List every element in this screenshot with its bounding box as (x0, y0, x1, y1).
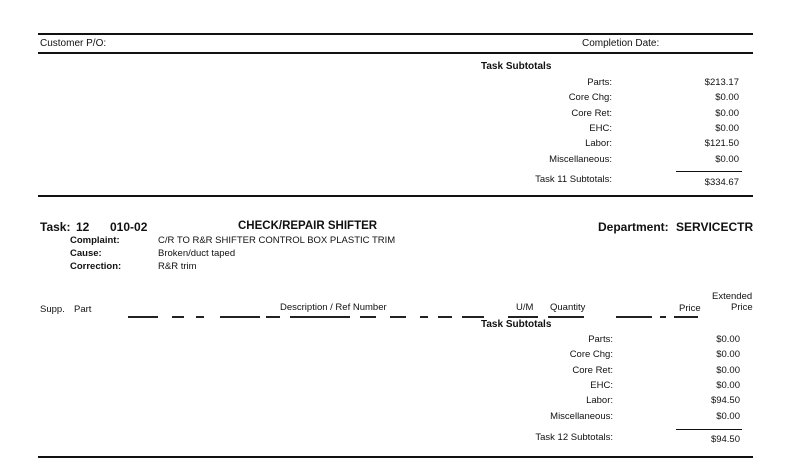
task12-coreret-label: Core Ret: (572, 365, 613, 376)
column-price: Price (679, 303, 701, 314)
task12-labor-label: Labor: (586, 395, 613, 406)
complaint-value: C/R TO R&R SHIFTER CONTROL BOX PLASTIC TRIM (158, 235, 396, 246)
task12-total-label: Task 12 Subtotals: (535, 432, 613, 443)
task11-total-label: Task 11 Subtotals: (535, 174, 612, 185)
task12-title: CHECK/REPAIR SHIFTER (238, 220, 378, 232)
cause-value: Broken/duct taped (158, 248, 236, 259)
department-value: SERVICECTR (676, 220, 754, 234)
column-um: U/M (516, 302, 534, 313)
column-extended-line2: Price (731, 302, 753, 313)
task12-labor-value: $94.50 (710, 395, 740, 406)
task12-task-label: Task: (40, 220, 71, 234)
task12-misc-label: Miscellaneous: (550, 411, 613, 422)
task11-coreret-value: $0.00 (715, 108, 739, 119)
task12-subtotals-title: Task Subtotals (481, 319, 552, 330)
task12-bottom-rule (38, 456, 753, 458)
department-label: Department: (598, 220, 669, 234)
task11-total-rule (676, 171, 742, 172)
completion-date-label: Completion Date: (582, 38, 660, 49)
task11-parts-value: $213.17 (704, 77, 739, 88)
task12-task-number: 12 (76, 220, 90, 234)
task11-ehc-label: EHC: (589, 123, 612, 134)
column-part: Part (74, 304, 92, 315)
correction-value: R&R trim (158, 261, 197, 272)
task12-ehc-label: EHC: (590, 380, 613, 391)
customer-po-label: Customer P/O: (40, 38, 107, 49)
task11-labor-value: $121.50 (704, 138, 739, 149)
task11-labor-label: Labor: (585, 138, 612, 149)
task12-corechg-label: Core Chg: (569, 349, 613, 360)
top-rule (38, 33, 753, 35)
task11-corechg-label: Core Chg: (568, 92, 612, 103)
column-description: Description / Ref Number (280, 302, 387, 313)
header-bottom-rule (38, 52, 753, 54)
task11-total-value: $334.67 (704, 177, 739, 188)
task12-coreret-value: $0.00 (716, 365, 740, 376)
task12-ehc-value: $0.00 (716, 380, 740, 391)
task12-corechg-value: $0.00 (716, 349, 740, 360)
task11-bottom-rule (38, 195, 753, 197)
task12-parts-label: Parts: (588, 334, 613, 345)
complaint-label: Complaint: (70, 235, 120, 246)
column-supp: Supp. (40, 304, 65, 315)
correction-label: Correction: (70, 261, 122, 272)
task11-parts-label: Parts: (587, 77, 612, 88)
column-extended-line1: Extended (712, 291, 753, 302)
task12-parts-value: $0.00 (716, 334, 740, 345)
task12-misc-value: $0.00 (716, 411, 740, 422)
task11-ehc-value: $0.00 (715, 123, 739, 134)
column-quantity: Quantity (550, 302, 586, 313)
task12-total-rule (676, 429, 742, 430)
task11-misc-label: Miscellaneous: (549, 154, 612, 165)
task12-total-value: $94.50 (710, 434, 740, 445)
task12-task-code: 010-02 (110, 220, 148, 234)
task11-coreret-label: Core Ret: (571, 108, 612, 119)
task11-misc-value: $0.00 (715, 154, 739, 165)
task11-subtotals-title: Task Subtotals (481, 61, 552, 72)
task11-corechg-value: $0.00 (715, 92, 739, 103)
cause-label: Cause: (70, 248, 102, 259)
